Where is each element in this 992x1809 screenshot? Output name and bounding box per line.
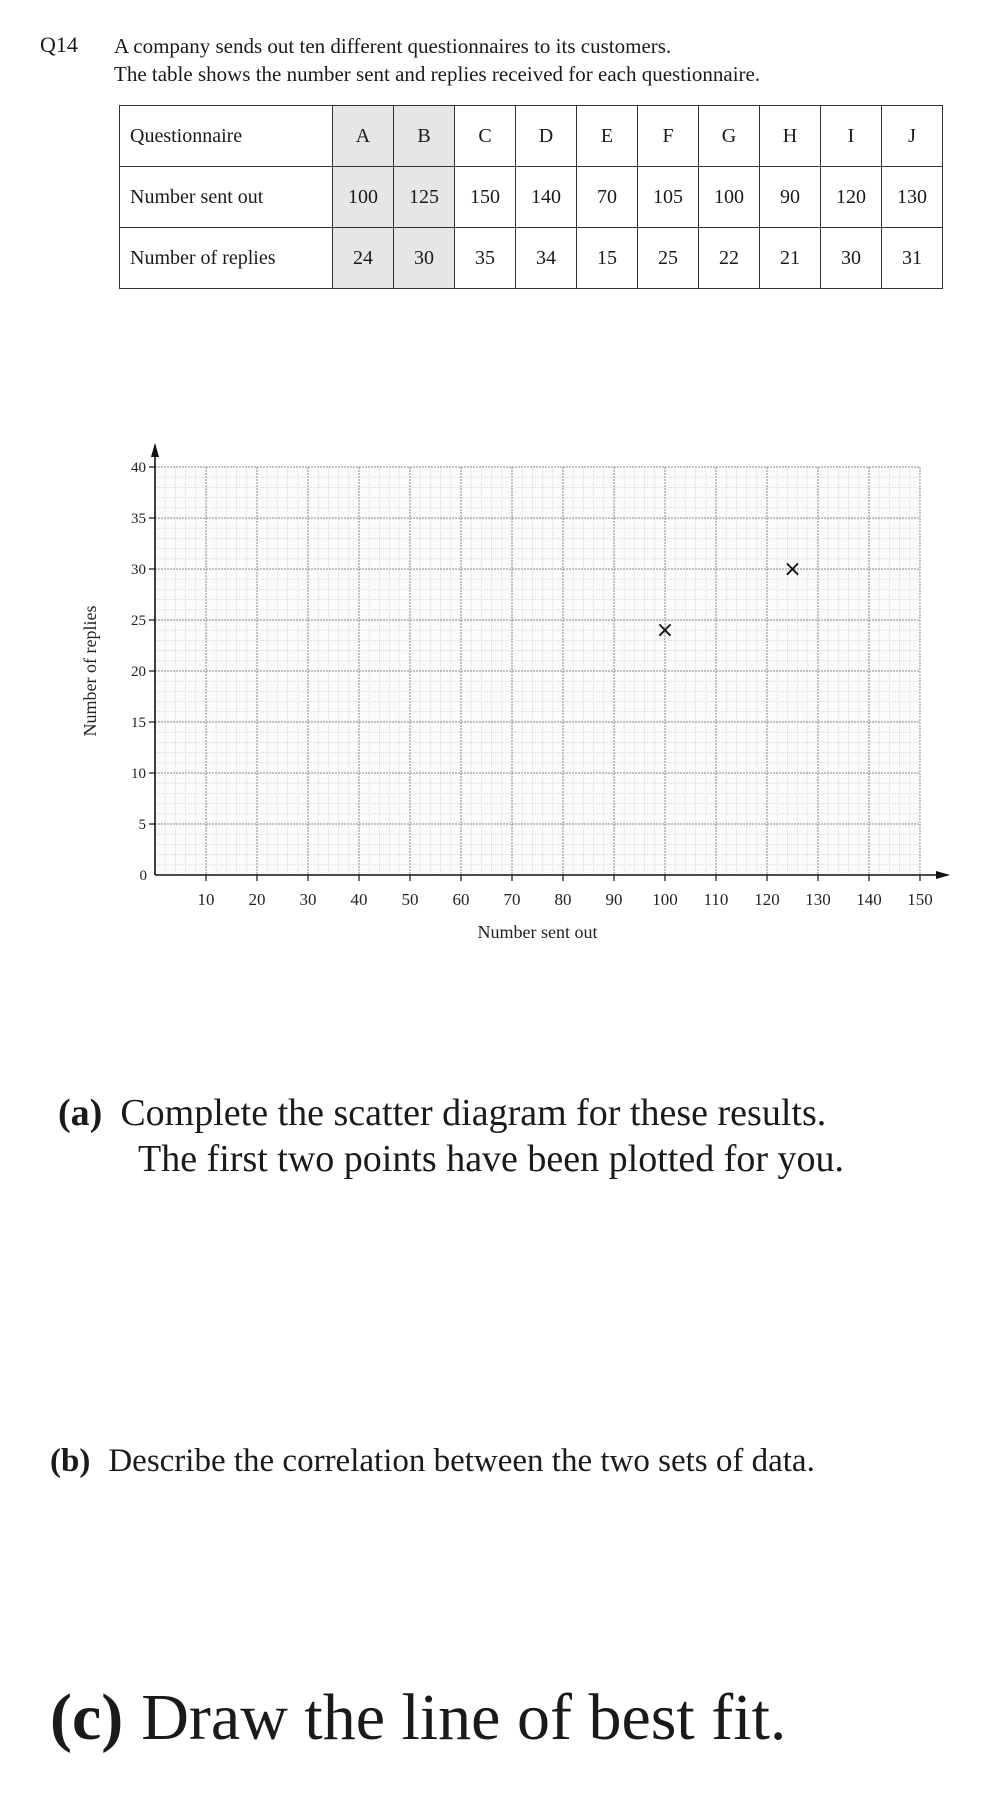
x-axis-label: Number sent out <box>477 922 598 942</box>
table-cell: 21 <box>760 228 821 289</box>
scatter-diagram[interactable] <box>70 420 970 960</box>
table-cell: 34 <box>516 228 577 289</box>
x-tick-label: 80 <box>554 890 572 909</box>
table-cell: 22 <box>699 228 760 289</box>
table-cell: J <box>882 106 943 167</box>
table-cell: 100 <box>333 167 394 228</box>
table-cell: 125 <box>394 167 455 228</box>
table-cell: B <box>394 106 455 167</box>
table-cell: 130 <box>882 167 943 228</box>
x-tick-label: 70 <box>503 890 521 909</box>
part-c-label: (c) <box>50 1681 124 1754</box>
table-cell: E <box>577 106 638 167</box>
question-number: Q14 <box>40 32 78 57</box>
x-tick-label: 110 <box>703 890 729 909</box>
y-tick-label: 10 <box>131 766 146 782</box>
part-a-line-1: Complete the scatter diagram for these results. <box>120 1092 827 1134</box>
table-cell: 90 <box>760 167 821 228</box>
row-header: Questionnaire <box>120 106 333 167</box>
data-table <box>119 105 943 289</box>
table-cell: 30 <box>394 228 455 289</box>
x-tick-label: 20 <box>248 890 266 909</box>
table-cell: 15 <box>577 228 638 289</box>
part-c <box>50 1680 786 1756</box>
table-cell: 30 <box>821 228 882 289</box>
x-tick-label: 30 <box>299 890 317 909</box>
x-tick-label: 100 <box>652 890 678 909</box>
row-header: Number sent out <box>120 167 333 228</box>
intro-line-1: A company sends out ten different questionnaires to its customers. <box>114 34 672 58</box>
x-tick-label: 120 <box>754 890 780 909</box>
y-tick-label: 40 <box>131 460 146 476</box>
y-axis-label: Number of replies <box>80 605 100 737</box>
y-tick-label: 30 <box>131 562 146 578</box>
x-tick-label: 150 <box>907 890 933 909</box>
table-cell: 24 <box>333 228 394 289</box>
x-tick-label: 90 <box>605 890 623 909</box>
part-b <box>50 1443 815 1480</box>
table-cell: 105 <box>638 167 699 228</box>
table-cell: F <box>638 106 699 167</box>
y-tick-label: 25 <box>131 613 146 629</box>
table-cell: 100 <box>699 167 760 228</box>
table-row-sent <box>120 167 943 228</box>
data-point: × <box>655 618 675 644</box>
table-cell: 35 <box>455 228 516 289</box>
table-row-questionnaire <box>120 106 943 167</box>
table-cell: 140 <box>516 167 577 228</box>
table-cell: 31 <box>882 228 943 289</box>
row-header: Number of replies <box>120 228 333 289</box>
y-axis-arrow <box>151 443 159 457</box>
data-point: × <box>783 557 802 582</box>
x-tick-label: 50 <box>401 890 419 909</box>
intro-line-2: The table shows the number sent and replies received for each questionnaire. <box>114 62 761 86</box>
table-cell: 25 <box>638 228 699 289</box>
part-b-label: (b) <box>50 1443 91 1479</box>
table-cell: 150 <box>455 167 516 228</box>
table-cell: I <box>821 106 882 167</box>
question-intro <box>114 32 760 88</box>
table-cell: 120 <box>821 167 882 228</box>
table-cell: D <box>516 106 577 167</box>
part-a-label: (a) <box>58 1092 103 1134</box>
part-a-line-2: The first two points have been plotted for you. <box>138 1138 845 1180</box>
x-tick-label: 130 <box>805 890 831 909</box>
y-tick-label: 35 <box>131 511 146 527</box>
table-cell: G <box>699 106 760 167</box>
x-tick-label: 10 <box>197 890 215 909</box>
part-b-text: Describe the correlation between the two sets of data. <box>108 1443 815 1479</box>
part-c-text: Draw the line of best fit. <box>141 1681 787 1754</box>
table-cell: A <box>333 106 394 167</box>
table-cell: 70 <box>577 167 638 228</box>
y-tick-label: 15 <box>131 715 146 731</box>
table-cell: C <box>455 106 516 167</box>
x-axis-arrow <box>936 871 950 879</box>
y-tick-label: 5 <box>138 817 146 833</box>
y-tick-label: 20 <box>131 664 146 680</box>
part-a <box>58 1090 844 1182</box>
origin-label: 0 <box>139 868 147 884</box>
x-tick-label: 40 <box>350 890 368 909</box>
x-tick-label: 60 <box>452 890 470 909</box>
table-cell: H <box>760 106 821 167</box>
x-tick-label: 140 <box>856 890 882 909</box>
table-row-replies <box>120 228 943 289</box>
